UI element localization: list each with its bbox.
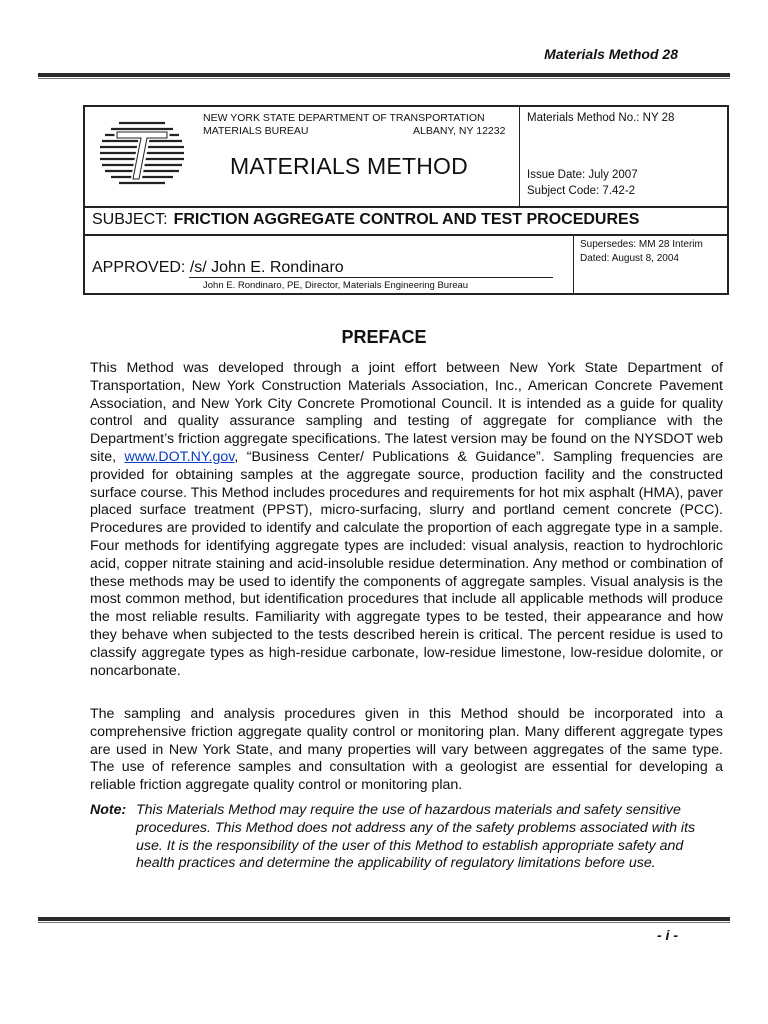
page-header-title: Materials Method 28 (544, 46, 678, 62)
page-number: - i - (657, 927, 678, 943)
method-header-box (83, 105, 729, 295)
subject-value: FRICTION AGGREGATE CONTROL AND TEST PROCEDURES (173, 211, 640, 228)
subject-code: Subject Code: 7.42-2 (527, 185, 636, 197)
top-rule (38, 73, 730, 77)
preface-paragraph-1 (90, 360, 723, 680)
note-label: Note: (90, 802, 127, 818)
top-rule-thin (38, 78, 730, 79)
approved-value: : /s/ John E. Rondinaro (180, 259, 344, 276)
safety-note (90, 802, 723, 873)
approved-label: APPROVED (92, 259, 181, 276)
method-title: MATERIALS METHOD (230, 153, 468, 179)
bottom-rule-thin (38, 922, 730, 923)
preface-p1-start: This Method was developed through a joint effort between New York State Department of Transportation, New York Construction Materials Association, Inc., American Concrete Pavement Association, and New York City Concrete Promotional Council. It is intended as a guide for quality control and quality assurance sampling and testing of aggregate for compliance with the Department’s friction aggregate specifications. The latest version may be found on the NYSDOT web site, (90, 360, 723, 465)
box-divider-vertical-bottom (573, 235, 574, 295)
approved-line (92, 259, 344, 277)
preface-p1-end: , “Business Center/ Publications & Guidance”. Sampling frequencies are provided for obtaining samples at the aggregate source, production facility and the constructed surface course. This Method includes procedures and requirements for hot mix asphalt (HMA), paver placed surface treatment (PPST), micro-surfacing, slurry and portland cement concrete (PCC). Procedures are provided to identify and calculate the proportion of each aggregate type in a sample. Four methods for identifying aggregate types are included: visual analysis, reaction to hydrochloric acid, copper nitrate staining and acid-insoluble residue determination. Any method or combination of these methods may be used to identify the components of aggregate samples. Visual analysis is the most common method, but identification procedures that include all applicable methods will produce the most reliable results. Familiarity with aggregate types to be tested, their appearance and how they behave when subjected to the tests described herein is critical. The percent residue is used to classify aggregate types as high-residue carbonate, low-residue limestone, low-residue dolomite, or noncarbonate. (90, 448, 723, 679)
subject-label: SUBJECT: (92, 211, 168, 228)
approver-title: John E. Rondinaro, PE, Director, Materials Engineering Bureau (203, 280, 469, 291)
method-number: Materials Method No.: NY 28 (527, 112, 675, 124)
box-divider-subject-bottom (85, 234, 727, 236)
box-divider-vertical-top (519, 107, 520, 207)
supersedes-dated: Dated: August 8, 2004 (580, 253, 679, 264)
nysdot-logo-icon (97, 117, 187, 193)
preface-title: PREFACE (341, 327, 427, 347)
preface-paragraph-2: The sampling and analysis procedures given in this Method should be incorporated into a comprehensive friction aggregate quality control or monitoring plan. Many different aggregate types are used in New York State, and many properties will vary between aggregates of the same type. The use of reference samples and consultation with a geologist are essential for developing a reliable friction aggregate quality control or monitoring plan. (90, 706, 723, 794)
supersedes: Supersedes: MM 28 Interim (580, 239, 703, 250)
note-text: This Materials Method may require the use of hazardous materials and safety sensitive procedures. This Method does not address any of the safety problems associated with its use. It is the responsibility of the user of this Method to establish appropriate safety and health practices and determine the applicability of regulatory limitations before use. (136, 802, 696, 872)
issue-date: Issue Date: July 2007 (527, 169, 638, 181)
subject-line (92, 211, 639, 229)
box-divider-subject-top (85, 206, 727, 208)
bottom-rule (38, 917, 730, 921)
nysdot-website-link[interactable]: www.DOT.NY.gov (124, 448, 235, 465)
bureau-name: MATERIALS BUREAU (203, 125, 309, 137)
bureau-location: ALBANY, NY 12232 (413, 125, 506, 137)
agency-name: NEW YORK STATE DEPARTMENT OF TRANSPORTATION (203, 112, 485, 124)
signature-underline (189, 277, 553, 278)
